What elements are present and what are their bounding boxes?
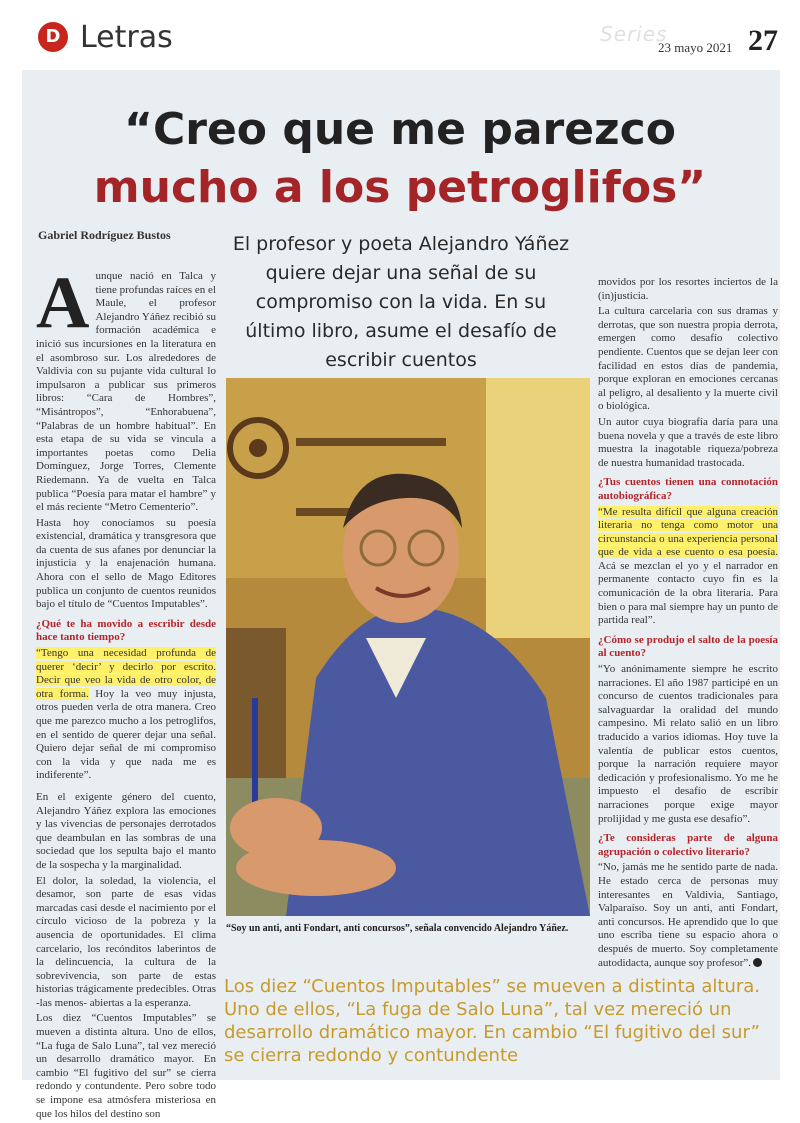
photo-caption: “Soy un anti, anti Fondart, anti concursos”, señala convencido Alejandro Yáñez.: [226, 923, 569, 934]
interview-answer: “Yo anónimamente siempre he escrito narraciones. El año 1987 participé en un concurso de cuentos tradicionales para salvaguardar la oralidad del mundo campesino. Mi relato salió en un libro traducido a varios idiomas. Hoy tuve la valentía de publicar estos cuentos, porque la narración requiere mayor dedicación y profesionalismo. Yo me he impuesto el desafío de escribir narraciones porque exige mayor prolijidad y me gusta ese desafío”.: [598, 663, 778, 825]
pull-quote: Los diez “Cuentos Imputables” se mueven a distinta altura. Uno de ellos, “La fuga de Salo Luna”, tal vez mereció un desarrollo dramático mayor. En cambio “El fugitivo del sur” se cierra redondo y contundente: [224, 976, 761, 1066]
article-deck: El profesor y poeta Alejandro Yáñez quiere dejar una señal de su compromiso con la vida. En su último libro, asume el desafío de escribir cuentos: [232, 233, 570, 371]
headline-line-2: mucho a los petroglifos”: [93, 162, 707, 213]
portrait-illustration: [226, 378, 590, 916]
page-number: 27: [748, 24, 778, 57]
paragraph: El dolor, la soledad, la violencia, el desamor, son parte de esas vidas marcadas casi desde el nacimiento por el círculo vicioso de la pobreza y la ausencia de oportunidades. El clima carcelario, los recónditos laberintos de la delincuencia, la cultura de la sobrevivencia, son parte de estas historias trágicamente predecibles. Otras -las menos- abiertas a la esperanza.: [36, 874, 216, 1009]
interview-question: ¿Qué te ha movido a escribir desde hace tanto tiempo?: [36, 617, 216, 644]
interview-answer: “Me resulta difícil que alguna creación literaria no tenga como motor una circunstancia o una experiencia personal que de vida a ese cuento o esa poesía. Acá se mezclan el yo y el narrador en permanente contacto cuyo fin es la comunicación de la obra literaria. Para bien o para mal siempre hay un punto de partida real”.: [598, 505, 778, 627]
end-mark-icon: [753, 958, 762, 967]
paragraph: Un autor cuya biografía daría para una buena novela y que a través de este libro muestra la inagotable riqueza/pobreza de nuestra humanidad trastocada.: [598, 415, 778, 469]
interview-question: ¿Te consideras parte de alguna agrupación o colectivo literario?: [598, 832, 778, 858]
interview-answer: “No, jamás me he sentido parte de nada. He estado cerca de personas muy interesantes en Valdivia, Santiago, Valparaíso. Soy un anti, anti Fondart, anti concursos. He aprendido que lo que uno escriba tiene su espacio ahora o después de muerto. Soy completamente autodidacta, aunque soy profesor”.: [598, 861, 778, 969]
highlighted-quote: “Me resulta difícil que alguna creación literaria no tenga como motor una circunstancia o una experiencia personal que de vida a ese cuento o esa poesía.: [598, 505, 778, 559]
series-watermark: Series: [600, 22, 668, 46]
paragraph: La cultura carcelaria con sus dramas y derrotas, que son nuestra propia derrota, emergen como desafío colectivo pendiente. Cuentos que se dejan leer con facilidad en estos días de pandemia, porque exploran en emociones cercanas al peligro, al desaliento y la muerte civil o biológica.: [598, 305, 778, 413]
paragraph: Los diez “Cuentos Imputables” se mueven a distinta altura. Uno de ellos, “La fuga de Salo Luna”, tal vez mereció un desarrollo dramático mayor. En cambio “El fugitivo del sur” se cierra redondo y contundente. Pero sobre todo se impone esa atmósfera misteriosa en que los hilos del destino son: [36, 1012, 216, 1120]
highlighted-quote: “Tengo una necesidad profunda de querer ‘decir’ y decirlo por escrito. Decir que veo la vida de otro color, de otra forma.: [36, 647, 216, 700]
paragraph: Hasta hoy conocíamos su poesía existencial, dramática y transgresora que da cuenta de sus afanes por denunciar la injusticia y la enajenación humana. Ahora con el sello de Mago Editores publica un conjunto de cuentos reunidos bajo el título de “Cuentos Imputables”.: [36, 516, 216, 611]
intro-paragraph: Aunque nació en Talca y tiene profundas raíces en el Maule, el profesor Alejandro Yáñez recibió su formación académica e inició sus incursiones en la literatura en el asombroso sur. Los alrededores de Valdivia con su pujante vida cultural lo impulsaron a publicar sus primeros libros: “Cara de Hombres”, “Misántropos”, “Enhorabuena”, “Palabras de un hombre habitual”. En esta etapa de su vida se vincula a importantes poetas como Delia Domínguez, Jorge Torres, Clemente Riedemann. Ya de vuelta en Talca publica “Poesía para matar el hambre” y el más reciente “Metro Cementerio”.: [36, 262, 216, 514]
headline-line-1: “Creo que me parezco: [124, 104, 676, 155]
newspaper-logo: D: [38, 22, 68, 52]
paragraph: movidos por los resortes inciertos de la (in)justicia.: [598, 276, 778, 302]
interview-question: ¿Cómo se produjo el salto de la poesía al cuento?: [598, 633, 778, 660]
section-title: Letras: [80, 20, 173, 55]
byline: Gabriel Rodríguez Bustos: [38, 228, 171, 242]
page-header: [0, 0, 800, 68]
interview-answer: “Tengo una necesidad profunda de querer ‘decir’ y decirlo por escrito. Decir que veo la vida de otro color, de otra forma. Hoy la veo muy injusta, otros pueden verla de otra manera. Creo que me parezco mucho a los petroglifos, en el sentido de querer dejar una señal. Quiero dejar señal de mi compromiso con la vida y que nada me es indiferente”.: [36, 647, 216, 782]
left-column: [36, 262, 216, 1123]
author-photo: [226, 378, 590, 916]
right-column: [598, 276, 778, 972]
drop-cap: A: [36, 262, 90, 344]
paragraph: En el exigente género del cuento, Alejandro Yáñez explora las emociones y las vivencias de personajes derrotados que deambulan en las sombras de una sociedad que los sepulta bajo el manto de la sospecha y la marginalidad.: [36, 790, 216, 871]
interview-question: ¿Tus cuentos tienen una connotación autobiográfica?: [598, 476, 778, 502]
issue-date: 23 mayo 2021: [658, 40, 733, 55]
